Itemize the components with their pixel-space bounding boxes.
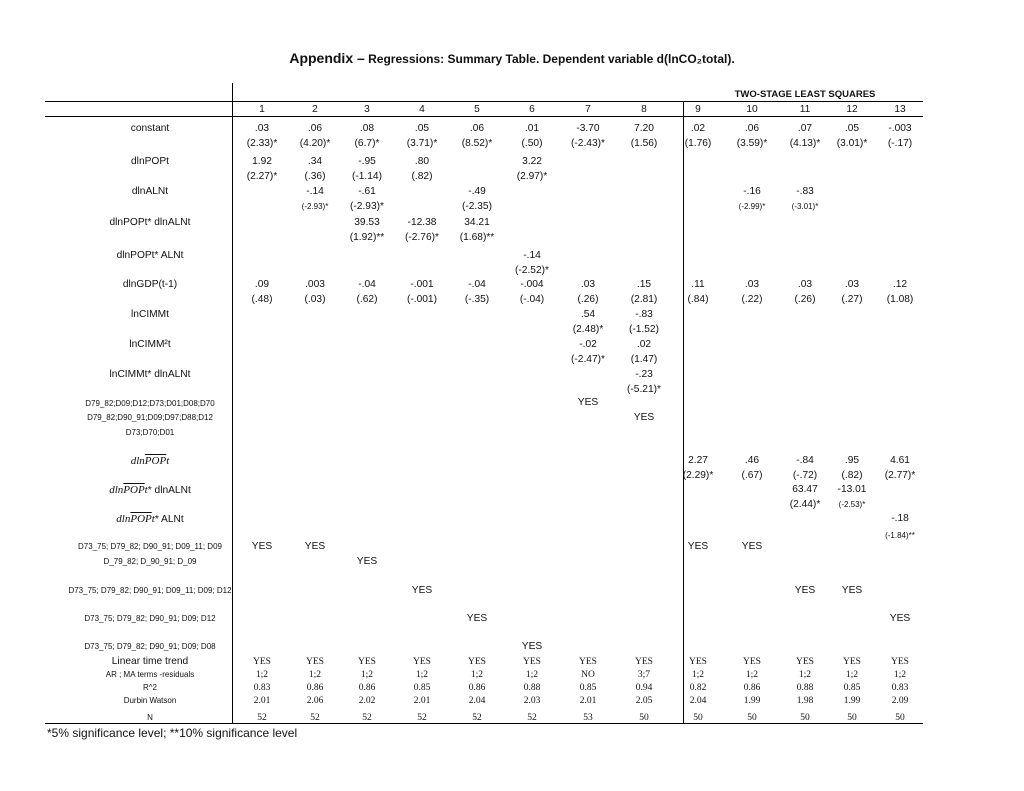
dummy-label: D73;D70;D01 <box>125 428 175 437</box>
coefficient: .03 <box>580 279 596 290</box>
row-label: dlnALNt <box>131 186 169 197</box>
stat-value: 52 <box>310 713 320 723</box>
t-statistic: (-5.21)* <box>627 384 661 395</box>
t-statistic: (.22) <box>741 294 763 305</box>
stat-value: 2.03 <box>523 696 541 706</box>
t-statistic: (2.81) <box>630 294 658 305</box>
stat-label: AR ; MA terms -residuals <box>105 670 195 679</box>
row-label: lnCIMM²t <box>129 339 171 350</box>
coefficient: .06 <box>744 123 760 134</box>
stat-value: YES <box>468 657 486 667</box>
stat-value: 2.01 <box>413 696 431 706</box>
row-label: constant <box>130 123 170 134</box>
dummy-yes: YES <box>741 541 763 552</box>
coefficient: -.16 <box>743 186 761 197</box>
stat-value: 50 <box>800 713 810 723</box>
coefficient: -.84 <box>796 455 814 466</box>
stat-value: 52 <box>527 713 537 723</box>
coefficient: .08 <box>359 123 375 134</box>
rule-top <box>45 101 240 102</box>
row-label: lnCIMMt <box>131 309 169 320</box>
stat-label: N <box>147 713 153 722</box>
stat-value: 1;2 <box>745 670 759 680</box>
coefficient: .03 <box>844 279 860 290</box>
t-statistic: (1.47) <box>630 354 658 365</box>
row-label: dlnPOPt* dlnALNt <box>109 217 191 228</box>
t-statistic: (-2.47)* <box>571 354 605 365</box>
stat-value: 0.85 <box>579 683 597 693</box>
coefficient: 3.22 <box>522 156 542 167</box>
dummy-yes: YES <box>794 585 816 596</box>
t-statistic: (3.71)* <box>406 138 438 149</box>
stat-value: 1;2 <box>845 670 859 680</box>
coefficient: -13.01 <box>837 484 867 495</box>
stat-value: YES <box>306 657 324 667</box>
dummy-yes: YES <box>411 585 433 596</box>
coefficient: -.18 <box>891 513 909 524</box>
t-statistic: (2.77)* <box>884 470 916 481</box>
coefficient: 4.61 <box>890 455 910 466</box>
dummy-yes: YES <box>889 613 911 624</box>
t-statistic: (-1.14) <box>351 171 382 182</box>
dummy-yes: YES <box>304 541 326 552</box>
label-tail: * ALNt <box>154 514 184 525</box>
t-statistic: (2.44)* <box>789 499 821 510</box>
stat-value: 0.82 <box>689 683 707 693</box>
coefficient: .15 <box>636 279 652 290</box>
t-statistic: (1.92)** <box>349 232 385 243</box>
stat-value: 52 <box>257 713 267 723</box>
t-statistic: (4.20)* <box>299 138 331 149</box>
stat-value: 1;2 <box>360 670 374 680</box>
stat-value: 1.99 <box>743 696 761 706</box>
t-statistic: (2.33)* <box>246 138 278 149</box>
stat-value: 0.86 <box>743 683 761 693</box>
t-statistic: (-3.01)* <box>791 202 819 211</box>
stat-value: YES <box>891 657 909 667</box>
coefficient: .02 <box>636 339 652 350</box>
coefficient: .05 <box>414 123 430 134</box>
stat-value: 50 <box>847 713 857 723</box>
coefficient: -.04 <box>468 279 486 290</box>
t-statistic: (4.13)* <box>789 138 821 149</box>
stat-value: NO <box>581 670 595 680</box>
t-statistic: (.26) <box>577 294 599 305</box>
coefficient: 39.53 <box>354 217 380 228</box>
t-statistic: (8.52)* <box>461 138 493 149</box>
dummy-yes: YES <box>356 556 378 567</box>
t-statistic: (2.97)* <box>516 171 548 182</box>
coefficient: -.04 <box>358 279 376 290</box>
coefficient: .95 <box>844 455 860 466</box>
coefficient: .02 <box>690 123 706 134</box>
column-header: 7 <box>585 104 591 115</box>
stat-value: YES <box>523 657 541 667</box>
t-statistic: (1.56) <box>630 138 658 149</box>
stat-value: 52 <box>472 713 482 723</box>
coefficient: -.001 <box>410 279 434 290</box>
t-statistic: (-2.52)* <box>515 265 549 276</box>
column-header: 2 <box>312 104 318 115</box>
coefficient: .07 <box>797 123 813 134</box>
dummy-label: D79_82;D90_91;D09;D97;D88;D12 <box>87 413 213 422</box>
instrumented-row-label <box>40 513 260 526</box>
stat-value: 2.05 <box>635 696 653 706</box>
stat-value: 2.04 <box>689 696 707 706</box>
t-statistic: (.82) <box>841 470 863 481</box>
t-statistic: (-.04) <box>519 294 545 305</box>
t-statistic: (6.7)* <box>354 138 380 149</box>
row-label: lnCIMMt* dlnALNt <box>109 369 191 380</box>
t-statistic: (3.59)* <box>736 138 768 149</box>
coefficient: -.14 <box>523 250 541 261</box>
coefficient: -.49 <box>468 186 486 197</box>
t-statistic: (-2.35) <box>461 201 492 212</box>
page-title <box>0 50 1024 66</box>
coefficient: -.23 <box>635 369 653 380</box>
coefficient: -.02 <box>579 339 597 350</box>
stat-value: 1;2 <box>470 670 484 680</box>
stat-value: YES <box>743 657 761 667</box>
stat-value: 1;2 <box>308 670 322 680</box>
column-header: 5 <box>474 104 480 115</box>
stat-value: 2.09 <box>891 696 909 706</box>
t-statistic: (.82) <box>411 171 433 182</box>
coefficient: .05 <box>844 123 860 134</box>
coefficient: -.95 <box>358 156 376 167</box>
coefficient: .46 <box>744 455 760 466</box>
stat-value: YES <box>358 657 376 667</box>
coefficient: .06 <box>307 123 323 134</box>
rule-tsls-divider <box>683 101 684 724</box>
stat-value: 2.06 <box>306 696 324 706</box>
footnote: *5% significance level; **10% significance level <box>47 726 298 740</box>
column-header: 8 <box>641 104 647 115</box>
dummy-label: D73_75; D79_82; D90_91; D09; D12 <box>84 614 216 623</box>
dummy-yes: YES <box>577 397 599 408</box>
column-header: 11 <box>799 104 811 115</box>
dummy-yes: YES <box>687 541 709 552</box>
stat-value: 1;2 <box>893 670 907 680</box>
t-statistic: (-2.43)* <box>571 138 605 149</box>
stat-value: 1;2 <box>798 670 812 680</box>
stat-value: 50 <box>747 713 757 723</box>
t-statistic: (-2.53)* <box>838 500 866 509</box>
coefficient: -.14 <box>306 186 324 197</box>
t-statistic: (.26) <box>794 294 816 305</box>
t-statistic: (.62) <box>356 294 378 305</box>
stat-value: YES <box>253 657 271 667</box>
stat-label: R^2 <box>143 683 157 692</box>
t-statistic: (-2.93)* <box>350 201 384 212</box>
t-statistic: (.50) <box>521 138 543 149</box>
stat-value: 1;2 <box>691 670 705 680</box>
rule-tsls <box>683 101 923 102</box>
t-statistic: (-2.99)* <box>738 202 766 211</box>
label-prefix: dln <box>109 484 124 496</box>
stat-value: 53 <box>583 713 593 723</box>
stat-value: 1.99 <box>843 696 861 706</box>
row-label: dlnPOPt* ALNt <box>116 250 184 261</box>
stat-value: 0.88 <box>796 683 814 693</box>
stat-value: 0.86 <box>358 683 376 693</box>
t-statistic: (1.76) <box>684 138 712 149</box>
dummy-yes: YES <box>466 613 488 624</box>
stat-value: 50 <box>895 713 905 723</box>
t-statistic: (-.17) <box>887 138 913 149</box>
label-suffix: t <box>151 513 155 525</box>
t-statistic: (2.29)* <box>682 470 714 481</box>
stat-value: 2.01 <box>579 696 597 706</box>
stat-value: 2.01 <box>253 696 271 706</box>
t-statistic: (.36) <box>304 171 326 182</box>
coefficient: .03 <box>744 279 760 290</box>
label-prefix: dln <box>130 455 145 467</box>
stat-value: 0.85 <box>843 683 861 693</box>
column-header: 6 <box>529 104 535 115</box>
t-statistic: (-1.52) <box>628 324 659 335</box>
stat-value: 1;2 <box>415 670 429 680</box>
stat-value: 1;2 <box>255 670 269 680</box>
t-statistic: (1.08) <box>886 294 914 305</box>
coefficient: -.004 <box>520 279 544 290</box>
label-suffix: t <box>166 455 170 467</box>
stat-value: YES <box>413 657 431 667</box>
dummy-label: D73_75; D79_82; D90_91; D09; D08 <box>84 642 216 651</box>
t-statistic: (2.48)* <box>572 324 604 335</box>
t-statistic: (-1.84)** <box>885 531 915 540</box>
stat-value: YES <box>796 657 814 667</box>
coefficient: 2.27 <box>688 455 708 466</box>
dummy-label: D73_75; D79_82; D90_91; D09_11; D09 <box>78 542 222 551</box>
coefficient: -.83 <box>796 186 814 197</box>
stat-value: YES <box>635 657 653 667</box>
dummy-yes: YES <box>633 412 655 423</box>
column-header: 12 <box>846 104 858 115</box>
stat-value: 52 <box>362 713 372 723</box>
stat-value: 50 <box>693 713 703 723</box>
rule-head-top <box>240 101 684 102</box>
instrumented-row-label <box>40 455 260 468</box>
t-statistic: (.27) <box>841 294 863 305</box>
stat-value: 2.04 <box>468 696 486 706</box>
t-statistic: (.84) <box>687 294 709 305</box>
stat-value: 0.85 <box>413 683 431 693</box>
stat-value: 0.88 <box>523 683 541 693</box>
column-header: 9 <box>695 104 701 115</box>
coefficient: .03 <box>254 123 270 134</box>
dummy-yes: YES <box>521 641 543 652</box>
stat-label: Durbin Watson <box>123 696 177 705</box>
t-statistic: (-2.93)* <box>301 202 329 211</box>
coefficient: .06 <box>469 123 485 134</box>
t-statistic: (-.35) <box>464 294 490 305</box>
t-statistic: (-2.76)* <box>405 232 439 243</box>
coefficient: .12 <box>892 279 908 290</box>
coefficient: .03 <box>797 279 813 290</box>
t-statistic: (.03) <box>304 294 326 305</box>
column-header: 3 <box>364 104 370 115</box>
column-header: 10 <box>746 104 758 115</box>
stat-value: 52 <box>417 713 427 723</box>
coefficient: -.003 <box>888 123 912 134</box>
dummy-yes: YES <box>841 585 863 596</box>
coefficient: 1.92 <box>252 156 272 167</box>
coefficient: 7.20 <box>634 123 654 134</box>
column-header: 4 <box>419 104 425 115</box>
coefficient: .11 <box>691 279 705 290</box>
stat-value: 0.83 <box>253 683 271 693</box>
label-instrumented: $\overline{POP}$ <box>144 455 167 467</box>
stat-label: Linear time trend <box>111 656 189 667</box>
stat-value: 1.98 <box>796 696 814 706</box>
coefficient: .003 <box>305 279 325 290</box>
stat-value: 0.86 <box>306 683 324 693</box>
t-statistic: (2.27)* <box>246 171 278 182</box>
coefficient: -12.38 <box>407 217 437 228</box>
stat-value: 1;2 <box>525 670 539 680</box>
column-header: 13 <box>894 104 906 115</box>
t-statistic: (-.72) <box>792 470 818 481</box>
label-prefix: dln <box>116 513 131 525</box>
stat-value: YES <box>689 657 707 667</box>
stat-value: 0.94 <box>635 683 653 693</box>
rule-head-bottom <box>45 116 923 117</box>
dummy-label: D79_82;D09;D12;D73;D01;D08;D70 <box>85 399 215 408</box>
t-statistic: (1.68)** <box>459 232 495 243</box>
coefficient: 63.47 <box>792 484 818 495</box>
stat-value: 3;7 <box>637 670 651 680</box>
row-label: dlnGDP(t-1) <box>122 279 178 290</box>
coefficient: .01 <box>524 123 540 134</box>
t-statistic: (.67) <box>741 470 763 481</box>
title-main: Appendix – <box>289 50 365 66</box>
column-header: 1 <box>259 104 265 115</box>
label-instrumented: $\overline{POP}$ <box>130 513 152 525</box>
dummy-yes: YES <box>251 541 273 552</box>
stat-value: 0.86 <box>468 683 486 693</box>
coefficient: .34 <box>307 156 323 167</box>
coefficient: -3.70 <box>576 123 600 134</box>
coefficient: .09 <box>254 279 270 290</box>
coefficient: .80 <box>414 156 430 167</box>
t-statistic: (3.01)* <box>836 138 868 149</box>
dummy-label: D_79_82; D_90_91; D_09 <box>103 557 197 566</box>
label-instrumented: $\overline{POP}$ <box>123 484 145 496</box>
stat-value: 50 <box>639 713 649 723</box>
t-statistic: (.48) <box>251 294 273 305</box>
dummy-label: D73_75; D79_82; D90_91; D09_11; D09; D12 <box>68 586 232 595</box>
t-statistic: (-.001) <box>406 294 437 305</box>
instrumented-row-label <box>40 484 260 497</box>
label-tail: * dlnALNt <box>147 485 191 496</box>
tsls-header: TWO-STAGE LEAST SQUARES <box>734 89 876 100</box>
coefficient: .54 <box>580 309 596 320</box>
stat-value: YES <box>843 657 861 667</box>
stat-value: YES <box>579 657 597 667</box>
label-suffix: t <box>144 484 148 496</box>
title-rest: Regressions: Summary Table. Dependent variable d(lnCO₂total). <box>368 52 735 66</box>
stat-value: 0.83 <box>891 683 909 693</box>
coefficient: 34.21 <box>464 217 490 228</box>
row-label: dlnPOPt <box>131 156 169 167</box>
coefficient: -.83 <box>635 309 653 320</box>
coefficient: -.61 <box>358 186 376 197</box>
stat-value: 2.02 <box>358 696 376 706</box>
